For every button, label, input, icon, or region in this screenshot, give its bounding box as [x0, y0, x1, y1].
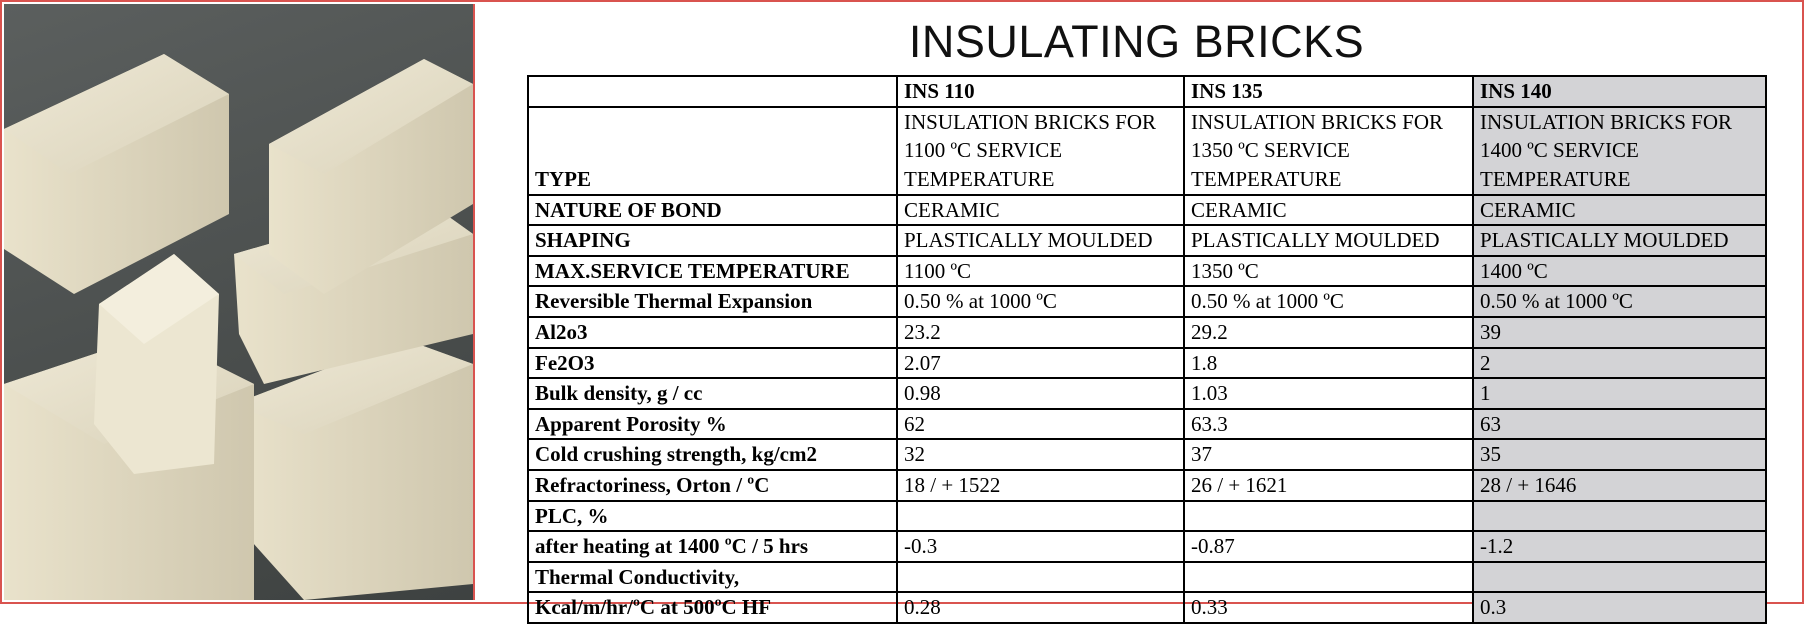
- table-cell: CERAMIC: [1184, 195, 1473, 226]
- cell-line: TEMPERATURE: [1191, 167, 1342, 191]
- table-cell: 29.2: [1184, 317, 1473, 348]
- table-cell: 0.50 % at 1000 ºC: [897, 286, 1184, 317]
- row-label: Refractoriness, Orton / ºC: [528, 470, 897, 501]
- table-cell: 23.2: [897, 317, 1184, 348]
- table-cell: 39: [1473, 317, 1766, 348]
- cell-line: TEMPERATURE: [1480, 167, 1631, 191]
- table-row: [528, 501, 1766, 532]
- row-label: Kcal/m/hr/ºC at 500ºC HF: [528, 592, 897, 623]
- table-cell: 26 / + 1621: [1184, 470, 1473, 501]
- table-cell: 2: [1473, 348, 1766, 379]
- table-row: [528, 470, 1766, 501]
- row-label: TYPE: [528, 107, 897, 195]
- table-row: [528, 256, 1766, 287]
- row-label: Bulk density, g / cc: [528, 378, 897, 409]
- header-empty-cell: [528, 76, 897, 107]
- table-row: [528, 562, 1766, 593]
- row-label: Thermal Conductivity,: [528, 562, 897, 593]
- table-row: [528, 531, 1766, 562]
- cell-line: 1100 ºC SERVICE: [904, 138, 1063, 163]
- column-header: INS 135: [1184, 76, 1473, 107]
- page-title: INSULATING BRICKS: [908, 16, 1365, 67]
- table-row: [528, 439, 1766, 470]
- cell-line: INSULATION BRICKS FOR: [1480, 109, 1733, 134]
- table-cell: [1473, 107, 1766, 195]
- table-cell: 1: [1473, 378, 1766, 409]
- table-cell: 32: [897, 439, 1184, 470]
- row-label: after heating at 1400 ºC / 5 hrs: [528, 531, 897, 562]
- table-cell: 0.98: [897, 378, 1184, 409]
- table-cell: -1.2: [1473, 531, 1766, 562]
- table-row: [528, 317, 1766, 348]
- table-cell: 0.50 % at 1000 ºC: [1184, 286, 1473, 317]
- column-header: INS 110: [897, 76, 1184, 107]
- table-cell: 18 / + 1522: [897, 470, 1184, 501]
- table-cell: [897, 501, 1184, 532]
- row-label: NATURE OF BOND: [528, 195, 897, 226]
- cell-line: 1400 ºC SERVICE: [1480, 138, 1639, 163]
- table-header-row: [528, 76, 1766, 107]
- table-cell: 1350 ºC: [1184, 256, 1473, 287]
- row-label: PLC, %: [528, 501, 897, 532]
- spec-table: [527, 75, 1767, 624]
- cell-line: INSULATION BRICKS FOR: [904, 109, 1157, 134]
- table-cell: 28 / + 1646: [1473, 470, 1766, 501]
- table-cell: 1400 ºC: [1473, 256, 1766, 287]
- table-cell: 63.3: [1184, 409, 1473, 440]
- table-cell: 35: [1473, 439, 1766, 470]
- table-cell: PLASTICALLY MOULDED: [1184, 225, 1473, 256]
- table-cell: [1184, 562, 1473, 593]
- table-cell: 62: [897, 409, 1184, 440]
- table-row: [528, 348, 1766, 379]
- table-row: [528, 378, 1766, 409]
- table-cell: -0.3: [897, 531, 1184, 562]
- table-cell: 2.07: [897, 348, 1184, 379]
- table-cell: 0.50 % at 1000 ºC: [1473, 286, 1766, 317]
- row-label: Reversible Thermal Expansion: [528, 286, 897, 317]
- table-row: [528, 195, 1766, 226]
- table-cell: [1184, 107, 1473, 195]
- table-cell: PLASTICALLY MOULDED: [897, 225, 1184, 256]
- table-row: [528, 592, 1766, 623]
- table-cell: 1.03: [1184, 378, 1473, 409]
- table-cell: PLASTICALLY MOULDED: [1473, 225, 1766, 256]
- row-label: Fe2O3: [528, 348, 897, 379]
- table-cell: 1100 ºC: [897, 256, 1184, 287]
- row-label: MAX.SERVICE TEMPERATURE: [528, 256, 897, 287]
- cell-line: INSULATION BRICKS FOR: [1191, 109, 1444, 134]
- table-cell: 0.33: [1184, 592, 1473, 623]
- table-cell: [1473, 562, 1766, 593]
- table-cell: 0.3: [1473, 592, 1766, 623]
- row-label: Apparent Porosity %: [528, 409, 897, 440]
- table-row: [528, 286, 1766, 317]
- table-cell: 37: [1184, 439, 1473, 470]
- table-cell: [897, 107, 1184, 195]
- table-cell: [1184, 501, 1473, 532]
- table-cell: 1.8: [1184, 348, 1473, 379]
- table-cell: 63: [1473, 409, 1766, 440]
- row-label: Cold crushing strength, kg/cm2: [528, 439, 897, 470]
- table-cell: -0.87: [1184, 531, 1473, 562]
- row-label: SHAPING: [528, 225, 897, 256]
- table-row: [528, 225, 1766, 256]
- table-cell: 0.28: [897, 592, 1184, 623]
- table-row: [528, 107, 1766, 195]
- bricks-photo: [4, 4, 475, 600]
- table-row: [528, 409, 1766, 440]
- table-cell: CERAMIC: [897, 195, 1184, 226]
- row-label: Al2o3: [528, 317, 897, 348]
- table-cell: CERAMIC: [1473, 195, 1766, 226]
- table-cell: [1473, 501, 1766, 532]
- table-cell: [897, 562, 1184, 593]
- bricks-illustration: [4, 4, 473, 600]
- column-header: INS 140: [1473, 76, 1766, 107]
- cell-line: 1350 ºC SERVICE: [1191, 138, 1350, 163]
- cell-line: TEMPERATURE: [904, 167, 1055, 191]
